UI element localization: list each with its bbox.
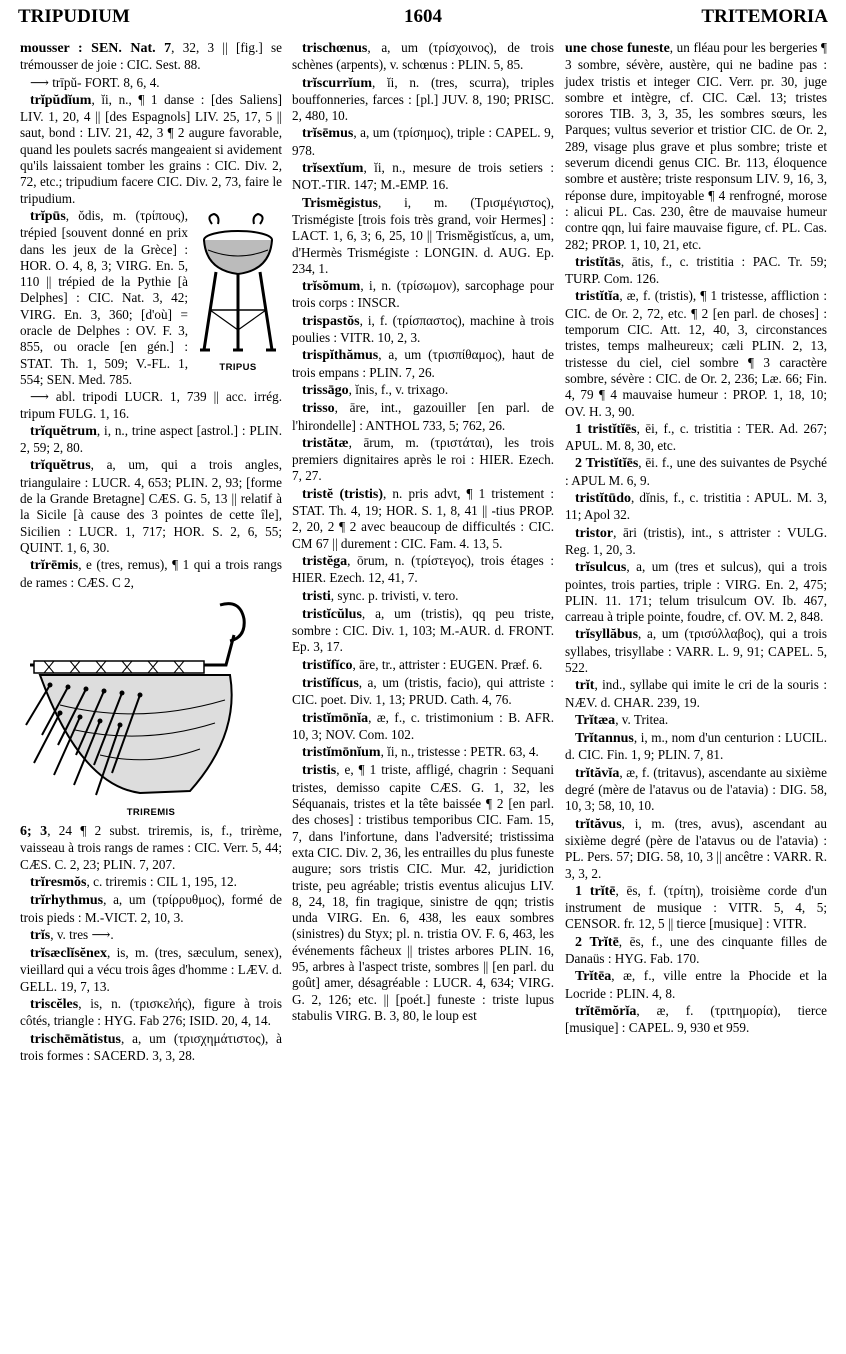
entry: trĭsextĭum, ĭi, n., mesure de trois setiers : NOT.-TIR. 147; M.-EMP. 16. bbox=[292, 160, 554, 193]
headword: trispastŏs bbox=[302, 313, 360, 329]
entry: trĭsēmus, a, um (τρίσημος), triple : CAPEL. 9, 978. bbox=[292, 125, 554, 158]
headword: trĭsextĭum bbox=[302, 161, 364, 177]
entry: Trismĕgistus, i, m. (Τρισμέγιστος), Trismégiste [trois fois très grand, voir Hermes] : LACT. 1, 6, 3; 6, 25, 10 || Trismĕgistĭcus, a, um, d'Hermès Trismégiste : LONGIN. d. AUG. Ep. 234, 1. bbox=[292, 194, 554, 276]
headword: tristĭcŭlus bbox=[302, 606, 362, 622]
headword: trĭt bbox=[575, 678, 595, 694]
triremis-figure bbox=[20, 595, 282, 821]
entry: tristĭmōnĭum, ĭi, n., tristesse : PETR. 63, 4. bbox=[302, 744, 539, 761]
headword: Trismĕgistus bbox=[302, 195, 378, 211]
entry: tristĕ (tristis), n. pris advt, ¶ 1 tristement : STAT. Th. 4, 19; HOR. S. 1, 8, 41 || -tius PROP. 2, 20, 2 ¶ 2 avec beaucoup de difficultés : CIC. CM 67 || durement : CIC. Fam. 4. 13, 5. bbox=[292, 485, 554, 551]
entry: ⟶ trīpŭ- FORT. 8, 6, 4. bbox=[30, 74, 160, 90]
headword: triscĕles bbox=[30, 997, 79, 1013]
entry: Trĭtæa, v. Tritea. bbox=[575, 711, 669, 728]
headword: trĭpūs bbox=[30, 208, 66, 224]
entry: trĭscurrĭum, ĭi, n. (tres, scurra), triples bouffonneries, farces : [pl.] JUV. 8, 190; PRISC. 2, 480, 10. bbox=[292, 74, 554, 124]
headword: tristĭtĭa bbox=[575, 289, 620, 305]
headword: 2 Tristĭtĭēs bbox=[575, 456, 639, 472]
headword: trissāgo bbox=[302, 382, 349, 398]
entry: tristĭfĭco, āre, tr., attrister : EUGEN. Præf. 6. bbox=[302, 656, 543, 673]
headword: trĭquĕtrum bbox=[30, 423, 97, 439]
entry: 2 Tristĭtĭēs, ēi. f., une des suivantes de Psyché : APUL M. 6, 9. bbox=[565, 455, 827, 488]
headword: tristĭtās bbox=[575, 254, 621, 270]
entry: tristi, sync. p. trivisti, v. tero. bbox=[302, 587, 459, 604]
headword: trĭquĕtrus bbox=[30, 458, 91, 474]
entry: trĭsŏmum, i, n. (τρίσωμον), sarcophage pour trois corps : INSCR. bbox=[292, 278, 554, 311]
entry: trĭpūs, ŏdis, m. (τρίπους), trépied [souvent donné en prix dans les jeux de la Grèce] : HOR. O. 4, 8, 3; VIRG. En. 5, 110 || trépied de la Pythie [à Delphes] : CIC. Nat. 3, 42; VIRG. En. 3, 360; [d'où] = oracle de Delphes : OV. F. 3, 855, ou oracle [en gén.] : STAT. Th. 1, 509; V.-FL. 1, 554; SEN. Med. 785. bbox=[20, 207, 188, 387]
entry: 6; 3, 24 ¶ 2 subst. triremis, is, f., trirème, vaisseau à trois rangs de rames : CIC. Verr. 5, 44; CÆS. C. 2, 23; PLIN. 7, 207. bbox=[20, 823, 282, 872]
headword: trischœnus bbox=[302, 41, 368, 56]
headword: trĭrhythmus bbox=[30, 893, 104, 909]
headword: Trĭtæa bbox=[575, 712, 616, 728]
entry: trĭresmŏs, c. triremis : CIL 1, 195, 12. bbox=[30, 873, 237, 890]
headword: mousser : SEN. Nat. 7 bbox=[20, 41, 172, 56]
entry: tristĭtĭa, æ, f. (tristis), ¶ 1 tristesse, affliction : CIC. de Or. 2, 72, etc. ¶ 2 [en parl. de choses] : temporum CIC. Att. 12, 40, 3, circonstances tristes, temps malheureux; cæli PLIN. 2, 13, tristesse du ciel, ciel sombre ¶ 3 caractère sombre, sévère : CIC. de Or. 2, 236; Læ. 66; Fin. 4, 79 ¶ 4 mauvaise humeur : PROP. 1, 18, 10; OV. H. 3, 90. bbox=[565, 288, 827, 419]
entry: trĭquĕtrus, a, um, qui a trois angles, triangulaire : LUCR. 4, 653; PLIN. 2, 93; [forme de la Grande Bretagne] CÆS. G. 5, 13 || relatif à la Sicile [à cause des 3 pointes de cette île], Sicilien : LUCR. 1, 717; HOR. S. 2, 6, 55; QUINT. 1, 6, 30. bbox=[20, 457, 282, 555]
entry: trissāgo, ĭnis, f., v. trixago. bbox=[302, 381, 449, 398]
entry: trĭsulcus, a, um (tres et sulcus), qui a trois pointes, trois parties, triple : VIRG. En. 2, 475; PLIN. 11. 171; telum trisulcum OV. Ib. 467, carreau à triple pointe, foudre, cf. OV. M. 2, 848. bbox=[565, 559, 827, 625]
headword: tristĭfĭcus bbox=[302, 675, 359, 691]
entry: tristĕga, ōrum, n. (τρίστεγος), trois étages : HIER. Ezech. 12, 41, 7. bbox=[292, 552, 554, 586]
entry: Trĭtēa, æ, f., ville entre la Phocide et la Locride : PLIN. 4, 8. bbox=[565, 968, 827, 1001]
headword: trĭs bbox=[30, 927, 51, 943]
headword: 6; 3 bbox=[20, 824, 48, 840]
column-1 bbox=[20, 40, 282, 1065]
headword: Trĭtēa bbox=[575, 969, 612, 985]
running-head-left: TRIPUDIUM bbox=[18, 6, 130, 27]
entry: mousser : SEN. Nat. 7, 32, 3 || [fig.] se trémousser de joie : CIC. Sest. 88. bbox=[20, 40, 282, 73]
headword: trischēmătistus bbox=[30, 1031, 121, 1047]
entry: 2 Trĭtē, ēs, f., une des cinquante filles de Danaüs : HYG. Fab. 170. bbox=[565, 933, 827, 967]
entry: une chose funeste, un fléau pour les bergeries ¶ 3 sombre, sévère, austère, qui ne badine pas : judex tristis et integer CIC. Verr. pr. 30, juge sombre et intègre, cf. CIC. Cæl. 13; tristes sorores TIB. 3, 3, 35, les sombres sœurs, les Parques; vultus severior et tristior CIC. de Or. 2, 289, visage plus grave et plus sombre; triste et severum dicendi genus CIC. Br. 113, éloquence sombre et austère; triste responsum LIV. 9, 16, 3, réponse dure, impitoyable ¶ 4 renfrogné, morose : alicui PL. Cas. 230, être de mauvaise humeur contre qqn, lui faire mauvaise figure, cf. PL. Cas. 282; PROP. 1, 10, 21, etc. bbox=[565, 40, 827, 252]
headword: tristĭmōnĭa bbox=[302, 710, 369, 726]
headword: trĭscurrĭum bbox=[302, 75, 372, 91]
page-header bbox=[18, 6, 828, 32]
entry: trĭsæclĭsĕnex, is, m. (tres, sæculum, senex), vieillard qui a vécu trois âges d'homme : LÆV. d. GELL. 19, 7, 13. bbox=[20, 945, 282, 994]
headword: tristĭmōnĭum bbox=[302, 745, 381, 761]
entry: trĭtăvus, i, m. (tres, avus), ascendant au sixième degré (père de l'atavus ou de l'atavia) : PL. Pers. 57; DIG. 58, 10, 3 || ancêtre : VARR. R. 3, 3, 2. bbox=[565, 815, 827, 881]
entry: trĭquĕtrum, i, n., trine aspect [astrol.] : PLIN. 2, 59; 2, 80. bbox=[20, 422, 282, 456]
headword: trĭpŭdĭum bbox=[30, 92, 92, 108]
entry: trĭrhythmus, a, um (τρίρρυθμος), formé de trois pieds : M.-VICT. 2, 10, 3. bbox=[20, 892, 282, 925]
entry: Trĭtannus, i, m., nom d'un centurion : LUCIL. d. CIC. Fin. 1, 9; PLIN. 7, 81. bbox=[565, 730, 827, 763]
headword: trĭsæclĭsĕnex bbox=[30, 946, 107, 962]
entry: trischœnus, a, um (τρίσχοινος), de trois schènes (arpents), v. schœnus : PLIN. 5, 85. bbox=[292, 40, 554, 73]
headword: trisso bbox=[302, 401, 335, 417]
entry: trispastŏs, i, f. (τρίσπαστος), machine à trois poulies : VITR. 10, 2, 3. bbox=[292, 312, 554, 346]
headword: tristĭfĭco bbox=[302, 657, 353, 673]
entry: trisso, āre, int., gazouiller [en parl. de l'hirondelle] : ANTHOL 733, 5; 762, 26. bbox=[292, 400, 554, 433]
headword: trĭsŏmum bbox=[302, 279, 361, 295]
entry: trĭpŭdĭum, ĭi, n., ¶ 1 danse : [des Saliens] LIV. 1, 20, 4 || [des Espagnols] LIV. 25, 17, 5 || saut, bond : LIV. 21, 42, 3 ¶ 2 augure favorable, quand les poulets sacrés mangeaient si avidement qu'ils laissaient tomber les grains : CIC. Div. 2, 72, etc.; tripudium facere CIC. Div. 2, 73, faire le tripudium. bbox=[20, 91, 282, 206]
column-2 bbox=[292, 40, 554, 1025]
triremis-caption: TRIREMIS bbox=[126, 806, 176, 818]
headword: tristis bbox=[302, 763, 337, 779]
entry: tristĭmōnĭa, æ, f., c. tristimonium : B. AFR. 10, 3; NOV. Com. 102. bbox=[292, 709, 554, 742]
headword: trĭtăvĭa bbox=[575, 765, 620, 781]
entry: trischēmătistus, a, um (τρισχημάτιστος), à trois formes : SACERD. 3, 3, 28. bbox=[20, 1030, 282, 1063]
triremis-illustration bbox=[20, 595, 282, 805]
entry: tristĭtās, ātis, f., c. tristitia : PAC. Tr. 59; TURP. Com. 126. bbox=[565, 253, 827, 287]
headword: trĭsēmus bbox=[302, 126, 354, 142]
tripus-illustration bbox=[194, 210, 282, 360]
headword: 2 Trĭtē bbox=[575, 934, 619, 950]
headword: trĭtăvus bbox=[575, 816, 622, 832]
entry: trĭtēmŏrĭa, æ, f. (τριτημορία), tierce [musique] : CAPEL. 9, 930 et 959. bbox=[565, 1002, 827, 1036]
entry: trĭs, v. tres ⟶. bbox=[30, 926, 114, 943]
headword: trĭrēmis bbox=[30, 558, 79, 574]
headword: trispĭthămus bbox=[302, 348, 379, 364]
entry: tristis, e, ¶ 1 triste, affligé, chagrin : Sequani tristes, demisso capite CÆS. G. 1, 32, les Séquanais, tristes et la tête baissée ¶ 2 [en parl. des choses] : tristibus temporibus CIC. Fam. 15, 7, dans l'infortune, dans l'adversité; tristissima exta CIC. Div. 2, 36, les entrailles du plus funeste augure; sors tristis CIC. Mur. 42, juridiction triste, peu agréable; tristis eventus alicujus LIV. 8, 24, 18, fin tragique, sinistre de qqn; tristis unda VIRG. En. 6, 438, les eaux sombres (sinistres) du Styx; pl. n. tristia OV. F. 6, 463, les événements fâcheux || tristes arbores PLIN. 16, 95, arbres à l'aspect triste, sombres || [en parl. du goût] amer, désagréable : LUCR. 4, 634; VIRG. G. 2, 126; etc. || [poét.] funeste : triste lupus stabulis VIRG. B. 3, 80, le loup est bbox=[292, 762, 554, 1023]
headword: trĭsyllăbus bbox=[575, 627, 639, 643]
running-head-right: TRITEMORIA bbox=[701, 6, 828, 27]
entry: trĭtăvĭa, æ, f. (tritavus), ascendante au sixième degré (mère de l'atavus ou de l'atavia) : DIG. 58, 10, 3; 58, 10, 10. bbox=[565, 764, 827, 814]
headword: tristor bbox=[575, 525, 614, 541]
entry: triscĕles, is, n. (τρισκελής), figure à trois côtés, triangle : HYG. Fab 276; ISID. 20, 4, 14. bbox=[20, 996, 282, 1029]
column-3 bbox=[565, 40, 827, 1038]
headword: trĭsulcus bbox=[575, 560, 627, 576]
tripus-caption: TRIPUS bbox=[219, 361, 257, 373]
headword: tristi bbox=[302, 588, 331, 604]
headword: tristătæ bbox=[302, 435, 349, 451]
headword: 1 trĭtē bbox=[575, 883, 616, 899]
entry: 1 trĭtē, ēs, f. (τρίτη), troisième corde d'un instrument de musique : VITR. 5, 4, 5; CENSOR. fr. 12, 5 || tierce [musique] : VITR. bbox=[565, 882, 827, 932]
headword: trĭresmŏs bbox=[30, 874, 87, 890]
headword: 1 tristĭtĭēs bbox=[575, 421, 637, 437]
entry: 1 tristĭtĭēs, ēi, f., c. tristitia : TER. Ad. 267; APUL. M. 8, 30, etc. bbox=[565, 420, 828, 454]
headword: tristĭtūdo bbox=[575, 491, 631, 507]
entry: tristĭcŭlus, a, um (tristis), qq peu triste, sombre : CIC. Div. 1, 103; M.-AUR. d. FRONT. Ep. 3, 17. bbox=[292, 605, 554, 655]
headword: tristĕga bbox=[302, 553, 348, 569]
entry: trispĭthămus, a, um (τρισπίθαμος), haut de trois empans : PLIN. 7, 26. bbox=[292, 347, 554, 380]
headword: une chose funeste bbox=[565, 41, 670, 56]
entry: trĭsyllăbus, a, um (τρισύλλαβος), qui a trois syllabes, trisyllabe : VARR. L. 9, 91; CAPEL. 5, 522. bbox=[565, 626, 827, 675]
headword: tristĕ (tristis) bbox=[302, 486, 383, 502]
entry: tristor, āri (tristis), int., s attrister : VULG. Reg. 1, 20, 3. bbox=[565, 524, 827, 557]
headword: trĭtēmŏrĭa bbox=[575, 1003, 637, 1019]
entry: tristĭtūdo, dĭnis, f., c. tristitia : APUL. M. 3, 11; Apol 32. bbox=[565, 490, 827, 523]
tripus-figure bbox=[194, 210, 282, 376]
headword: Trĭtannus bbox=[575, 731, 634, 747]
entry: trĭt, ind., syllabe qui imite le cri de la souris : NÆV. d. CHAR. 239, 19. bbox=[565, 677, 827, 710]
page-number: 1604 bbox=[404, 6, 442, 27]
entry: tristĭfĭcus, a, um (tristis, facio), qui attriste : CIC. poet. Div. 1, 13; PRUD. Cath. 4, 76. bbox=[292, 674, 554, 708]
entry: ⟶ abl. tripodi LUCR. 1, 739 || acc. irrég. tripum FULG. 1, 16. bbox=[20, 389, 282, 421]
entry: trĭrēmis, e (tres, remus), ¶ 1 qui a trois rangs de rames : CÆS. C 2, bbox=[20, 557, 282, 590]
entry: tristătæ, ārum, m. (τριστάται), les trois premiers dignitaires après le roi : HIER. Ezech. 7, 27. bbox=[292, 434, 554, 484]
